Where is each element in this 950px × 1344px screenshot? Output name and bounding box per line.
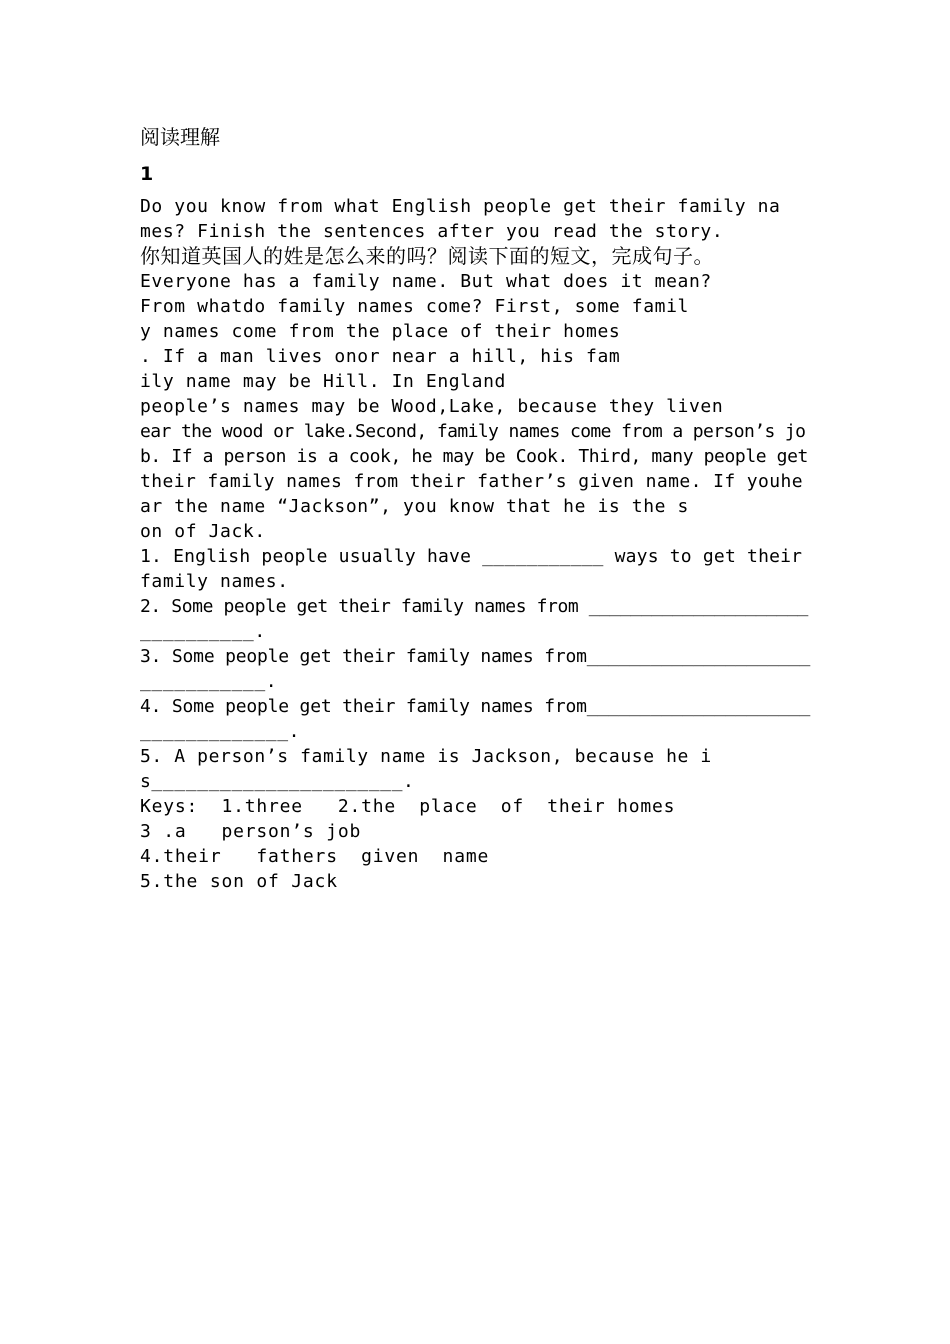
keys-line: 4.their fathers given name (140, 846, 490, 867)
keys-line: 3 .a person’s job (140, 821, 362, 842)
instructions (140, 194, 810, 269)
questions (140, 544, 810, 794)
answer-keys (140, 794, 810, 894)
question-4: 4. Some people get their family names from_____________________ (140, 696, 811, 717)
passage-line: ear the wood or lake.Second, family names come from a person’s jo (140, 421, 806, 442)
question-3-cont: ___________. (140, 671, 278, 692)
question-5: 5. A person’s family name is Jackson, because he i (140, 746, 712, 767)
keys-line: 5.the son of Jack (140, 871, 338, 892)
section-heading: 阅读理解 (140, 125, 220, 149)
passage-line: b. If a person is a cook, he may be Cook. Third, many people get (140, 446, 808, 467)
question-1: 1. English people usually have ___________ ways to get their (140, 546, 803, 567)
question-5-cont: s______________________. (140, 771, 415, 792)
reading-exercise (140, 120, 810, 894)
passage (140, 269, 810, 544)
passage-line: Everyone has a family name. But what does it mean? (140, 271, 712, 292)
question-2: 2. Some people get their family names from _____________________ (140, 596, 808, 617)
instruction-chinese: 你知道英国人的姓是怎么来的吗？阅读下面的短文，完成句子。 (140, 244, 714, 268)
question-1-cont: family names. (140, 571, 289, 592)
passage-line: ar the name “Jackson”, you know that he is the s (140, 496, 689, 517)
question-3: 3. Some people get their family names from_____________________ (140, 646, 811, 667)
instruction-line: Do you know from what English people get their family na (140, 196, 781, 217)
passage-line: people’s names may be Wood,Lake, because they liven (140, 396, 724, 417)
instruction-line: mes? Finish the sentences after you read the story. (140, 221, 724, 242)
question-4-cont: _____________. (140, 721, 301, 742)
question-2-cont: __________. (140, 621, 266, 642)
passage-line: on of Jack. (140, 521, 266, 542)
passage-line: their family names from their father’s given name. If youhe (140, 471, 803, 492)
passage-line: . If a man lives onor near a hill, his fam (140, 346, 621, 367)
passage-line: y names come from the place of their homes (140, 321, 621, 342)
keys-line: Keys: 1.three 2.the place of their homes (140, 796, 676, 817)
passage-line: From whatdo family names come? First, some famil (140, 296, 689, 317)
exercise-number: 1 (140, 163, 154, 185)
passage-line: ily name may be Hill. In England (140, 371, 506, 392)
